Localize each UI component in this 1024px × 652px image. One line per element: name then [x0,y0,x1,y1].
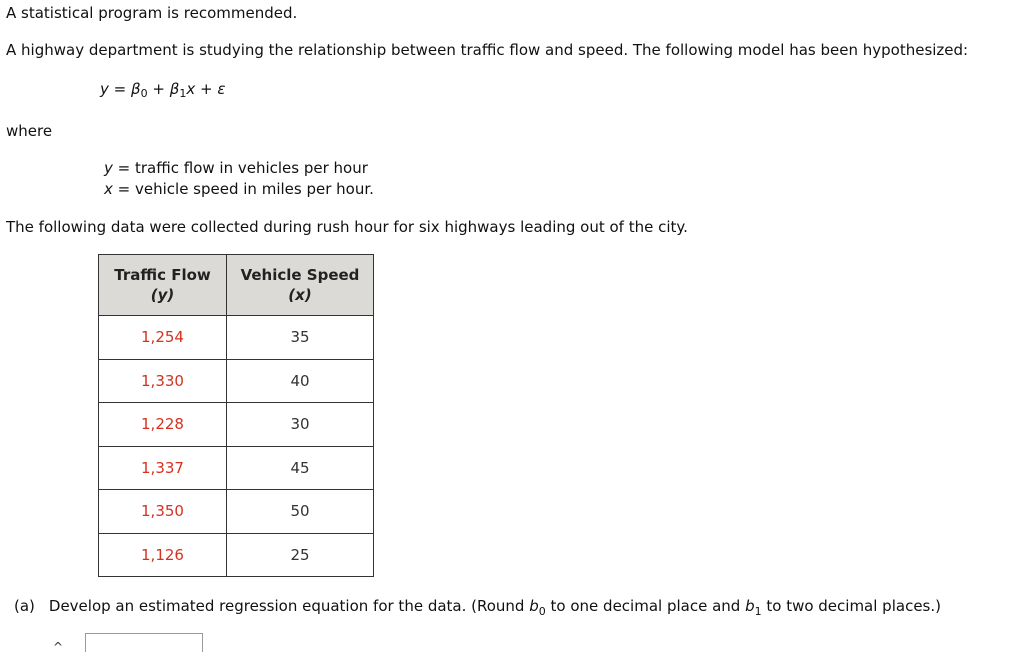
part-a-text: to two decimal places.) [761,597,941,615]
variable-definitions [104,158,374,200]
model-beta0: β [131,80,141,98]
header-vehicle-speed [227,255,374,316]
model-beta1-sub: 1 [179,87,187,100]
b1-symbol: b [745,597,755,615]
definition-text: = vehicle speed in miles per hour. [112,180,374,198]
table-row [99,316,374,360]
part-a-label: (a) [14,597,35,615]
part-a-question [14,597,941,618]
definition-y [104,158,374,179]
vehicle-speed-cell: 35 [227,316,374,360]
model-y: y [100,80,109,98]
vehicle-speed-cell: 30 [227,403,374,447]
header-traffic-flow [99,255,227,316]
model-x: x [186,80,196,98]
definition-x [104,179,374,200]
vehicle-speed-cell: 45 [227,446,374,490]
vehicle-speed-cell: 25 [227,533,374,577]
data-intro-text: The following data were collected during rush hour for six highways leading out of the city. [6,218,688,236]
traffic-flow-cell: 1,228 [99,403,227,447]
model-equation [100,80,225,100]
vehicle-speed-cell: 40 [227,359,374,403]
where-label: where [6,122,53,140]
part-a-text: to one decimal place and [545,597,746,615]
part-a-text: Develop an estimated regression equation for the data. (Round [48,597,530,615]
definition-var: x [104,180,113,198]
table-row [99,533,374,577]
b0-symbol: b [529,597,539,615]
traffic-flow-cell: 1,126 [99,533,227,577]
traffic-flow-cell: 1,254 [99,316,227,360]
model-epsilon: ε [217,80,226,98]
traffic-flow-cell: 1,330 [99,359,227,403]
b0-subscript: 0 [538,605,546,618]
definition-var: y [104,159,113,177]
model-plus: + [200,80,213,98]
table-row [99,446,374,490]
traffic-flow-cell: 1,350 [99,490,227,534]
model-plus: + [152,80,165,98]
header-name: Traffic Flow [114,266,211,284]
problem-statement: A highway department is studying the relationship between traffic flow and speed. The following model has been hypothesized: [6,41,969,59]
header-unit: (x) [288,286,312,304]
header-name: Vehicle Speed [240,266,360,284]
table-header-row [99,255,374,316]
y-hat-symbol: ^ [53,640,64,652]
table-row [99,359,374,403]
model-beta1: β [169,80,180,98]
intro-text: A statistical program is recommended. [6,4,298,22]
table-row [99,490,374,534]
regression-equation-input[interactable] [85,633,203,652]
definition-text: = traffic flow in vehicles per hour [112,159,368,177]
model-equals: = [113,80,127,98]
data-table [98,254,374,577]
traffic-flow-cell: 1,337 [99,446,227,490]
table-row [99,403,374,447]
header-unit: (y) [150,286,175,304]
b1-subscript: 1 [754,605,762,618]
vehicle-speed-cell: 50 [227,490,374,534]
model-beta0-sub: 0 [140,87,148,100]
